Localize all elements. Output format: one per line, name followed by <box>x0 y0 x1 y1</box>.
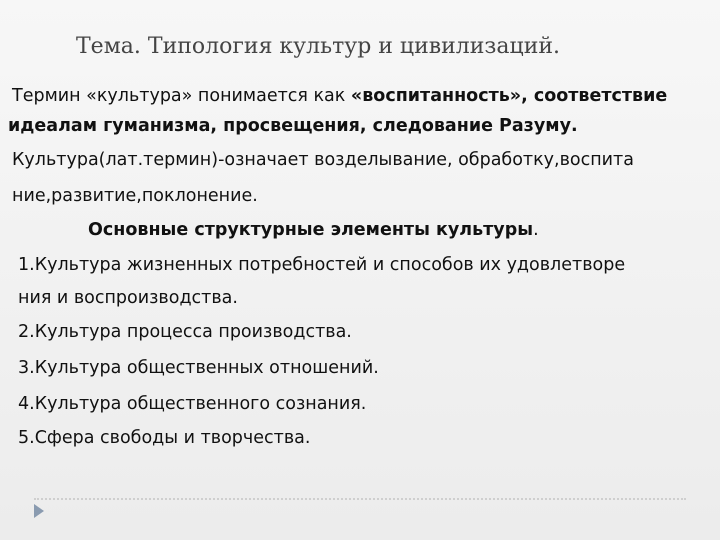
definition-line-1 <box>12 86 667 106</box>
definition-text: Термин «культура» понимается как <box>12 86 351 106</box>
list-item-3: 3.Культура общественных отношений. <box>18 358 379 378</box>
list-item-1b: ния и воспроизводства. <box>18 288 238 308</box>
definition-line-2: идеалам гуманизма, просвещения, следование Разуму. <box>8 116 578 136</box>
etymology-line-2: ние,развитие,поклонение. <box>12 186 258 206</box>
definition-bold-text: «воспитанность», соответствие <box>350 86 668 106</box>
triangle-arrow-icon <box>34 504 44 518</box>
subheading-text: Основные структурные элементы культуры <box>88 220 534 240</box>
list-item-4: 4.Культура общественного сознания. <box>18 394 367 414</box>
slide-title: Тема. Типология культур и цивилизаций. <box>76 34 561 59</box>
list-item-1a: 1.Культура жизненных потребностей и способов их удовлетворе <box>18 255 626 275</box>
section-subheading <box>88 220 539 240</box>
subheading-end: . <box>533 220 539 240</box>
footer-divider <box>34 498 686 500</box>
list-item-2: 2.Культура процесса производства. <box>18 322 352 342</box>
etymology-line-1: Культура(лат.термин)-означает возделывание, обработку,воспита <box>12 150 634 170</box>
list-item-5: 5.Сфера свободы и творчества. <box>18 428 311 448</box>
